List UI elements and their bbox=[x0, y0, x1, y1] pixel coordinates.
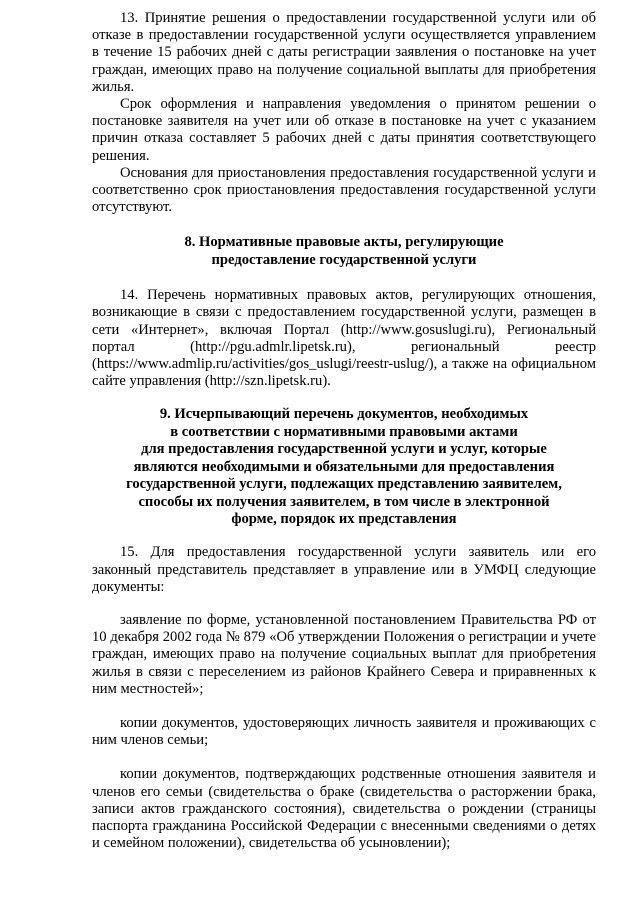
section-8-heading bbox=[92, 234, 596, 269]
list-item-application-form: заявление по форме, установленной постановлением Правительства РФ от 10 декабря 2002 года № 879 «Об утверждении Положения о регистрации и учете граждан, имеющих право на получение социальных выплат для приобретения жилья в связи с переселением из районов Крайнего Севера и приравненных к ним местностей»; bbox=[92, 611, 596, 697]
documents-list bbox=[92, 612, 596, 852]
paragraph-suspension-grounds: Основания для приостановления предоставления государственной услуги и соответственно срок приостановления предоставления государственной услуги отсутствуют. bbox=[92, 164, 596, 216]
list-item-relationship-documents: копии документов, подтверждающих родственные отношения заявителя и членов его семьи (свидетельства о браке (свидетельства о расторжении брака, записи актов гражданского состояния), свидетельства о рождении (страницы паспорта гражданина Российской Федерации с внесенными сведениями о детях и семейном положении), свидетельства об усыновлении); bbox=[92, 766, 596, 852]
section-8-heading-line-1: 8. Нормативные правовые акты, регулирующие bbox=[184, 234, 504, 251]
section-9-heading-line-7: форме, порядок их представления bbox=[231, 510, 457, 527]
paragraph-14-legal-acts: 14. Перечень нормативных правовых актов, регулирующих отношения, возникающие в связи с предоставлением государственной услуги, размещен в сети «Интернет», включая Портал (http://www.gosuslugi.ru), Региональный портал (http://pgu.admlr.lipetsk.ru), региональный реестр (https://www.admlip.ru/activities/gos_uslugi/reestr-uslug/), а также на официальном сайте управления (http://szn.lipetsk.ru). bbox=[92, 287, 596, 390]
section-9-heading-line-1: 9. Исчерпывающий перечень документов, необходимых bbox=[159, 406, 529, 423]
section-9-heading-line-5: государственной услуги, подлежащих представлению заявителем, bbox=[126, 476, 562, 493]
section-8-heading-line-2: предоставление государственной услуги bbox=[211, 251, 477, 268]
paragraph-15-intro: 15. Для предоставления государственной услуги заявитель или его законный представитель представляет в управление или в УМФЦ следующие документы: bbox=[92, 544, 596, 595]
section-9-heading-line-6: способы их получения заявителем, в том числе в электронной bbox=[138, 493, 550, 510]
list-item-identity-documents: копии документов, удостоверяющих личность заявителя и проживающих с ним членов семьи; bbox=[92, 714, 596, 749]
section-9-heading-line-4: являются необходимыми и обязательными для предоставления bbox=[133, 458, 555, 475]
section-9-heading bbox=[92, 406, 596, 528]
section-9-heading-line-3: для предоставления государственной услуги и услуг, которые bbox=[141, 441, 547, 458]
section-9-heading-line-2: в соответствии с нормативными правовыми актами bbox=[170, 423, 518, 440]
paragraph-notification-term: Срок оформления и направления уведомления о принятом решении о постановке заявителя на учет или об отказе в постановке на учет с указанием причин отказа составляет 5 рабочих дней с даты принятия соответствующего решения. bbox=[92, 96, 596, 164]
paragraph-13-decision: 13. Принятие решения о предоставлении государственной услуги или об отказе в предоставлении государственной услуги осуществляется управлением в течение 15 рабочих дней с даты регистрации заявления о постановке на учет граждан, имеющих право на получение социальной выплаты для приобретения жилья. bbox=[92, 10, 596, 95]
